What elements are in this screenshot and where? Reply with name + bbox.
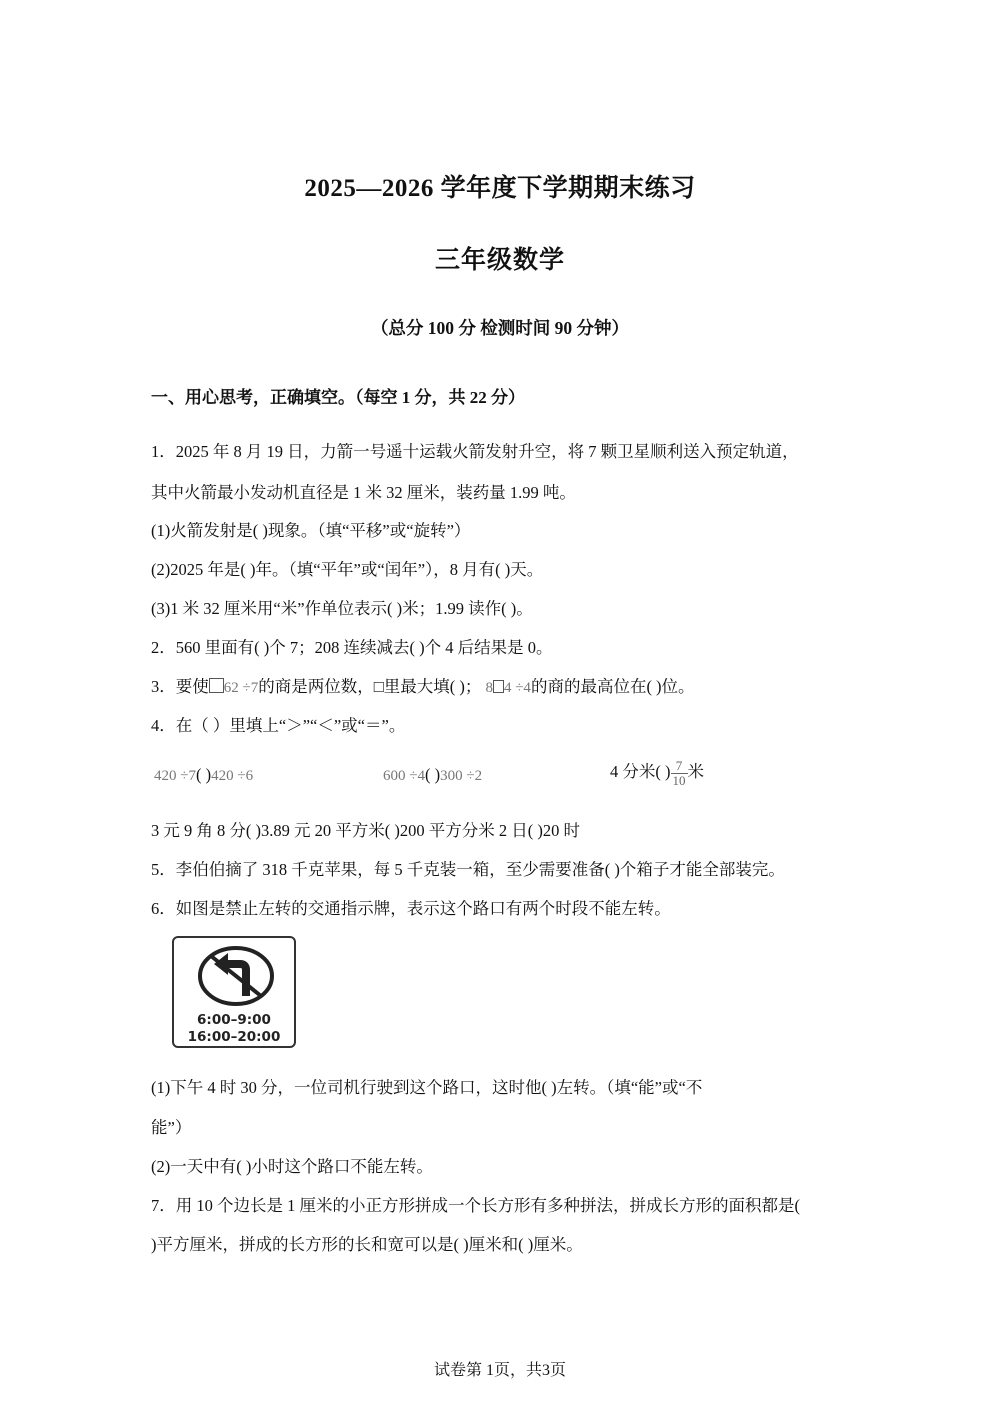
q3-suffix: 的商的最高位在( )位。 xyxy=(530,677,695,696)
no-left-turn-icon xyxy=(194,944,278,1008)
no-left-turn-sign xyxy=(172,936,296,1048)
q4-row2: 3 元 9 角 8 分( )3.89 元 20 平方米( )200 平方分米 2 日( )20 时 xyxy=(151,821,580,840)
q3-prefix: 3．要使 xyxy=(151,677,209,696)
q1-line1: 1．2025 年 8 月 19 日，力箭一号遥十运载火箭发射升空，将 7 颗卫星顺利送入预定轨道， xyxy=(151,442,799,461)
q3-mid: 的商是两位数，□里最大填( )； xyxy=(258,677,482,696)
q1-part3: (3)1 米 32 厘米用“米”作单位表示( )米；1.99 读作( )。 xyxy=(151,599,533,618)
exam-title: 2025—2026 学年度下学期期末练习 xyxy=(304,175,696,202)
q3-expr2-a: 8 xyxy=(485,680,493,696)
q3-text xyxy=(151,673,695,697)
q1-line2: 其中火箭最小发动机直径是 1 米 32 厘米，装药量 1.99 吨。 xyxy=(151,483,576,502)
exam-info: （总分 100 分 检测时间 90 分钟） xyxy=(370,318,630,338)
blank-box-icon xyxy=(493,680,504,693)
q7-line1: 7．用 10 个边长是 1 厘米的小正方形拼成一个长方形有多种拼法，拼成长方形的面积都是( xyxy=(151,1196,800,1215)
q6-text: 6．如图是禁止左转的交通指示牌，表示这个路口有两个时段不能左转。 xyxy=(151,899,671,918)
fraction-numerator: 7 xyxy=(675,757,683,773)
q2-text: 2．560 里面有( )个 7；208 连续减去( )个 4 后结果是 0。 xyxy=(151,638,553,657)
q3-expr2-b: 4 ÷4 xyxy=(503,680,531,696)
q4-c2-left: 600 ÷4 xyxy=(383,768,425,784)
q4-c2-blank: ( ) xyxy=(424,765,441,784)
q6-part2: (2)一天中有( )小时这个路口不能左转。 xyxy=(151,1157,433,1176)
q4-c1-blank: ( ) xyxy=(195,765,212,784)
q6-part1-line2: 能”） xyxy=(151,1118,192,1137)
q1-part1: (1)火箭发射是( )现象。（填“平移”或“旋转”） xyxy=(151,521,471,540)
q4-c2-right: 300 ÷2 xyxy=(440,768,483,784)
blank-box-icon xyxy=(209,678,224,693)
exam-subject: 三年级数学 xyxy=(434,247,565,274)
q4-c3-fraction xyxy=(671,759,688,788)
q4-c1-left: 420 ÷7 xyxy=(154,768,196,784)
q4-instruction: 4．在（ ）里填上“＞”“＜”或“＝”。 xyxy=(151,716,406,735)
page-footer: 试卷第 1页，共3页 xyxy=(433,1362,566,1379)
fraction-denominator: 10 xyxy=(672,772,686,788)
q4-compare-3 xyxy=(610,758,704,788)
q4-c3-unit: 米 xyxy=(687,762,704,781)
q4-c3-left: 4 分米( ) xyxy=(610,762,671,781)
q4-compare-1 xyxy=(154,765,253,785)
sign-time-1: 6:00–9:00 xyxy=(197,1012,271,1028)
q5-text: 5．李伯伯摘了 318 千克苹果，每 5 千克装一箱，至少需要准备( )个箱子才能全部装完。 xyxy=(151,860,785,879)
q1-part2: (2)2025 年是( )年。（填“平年”或“闰年”），8 月有( )天。 xyxy=(151,560,544,579)
sign-time-2: 16:00–20:00 xyxy=(187,1029,281,1045)
q3-expr1: 62 ÷7 xyxy=(223,680,259,696)
q6-part1-line1: (1)下午 4 时 30 分，一位司机行驶到这个路口，这时他( )左转。（填“能”或“不 xyxy=(151,1078,703,1097)
q4-compare-2 xyxy=(383,765,482,785)
q7-line2: )平方厘米，拼成的长方形的长和宽可以是( )厘米和( )厘米。 xyxy=(151,1235,583,1254)
q4-c1-right: 420 ÷6 xyxy=(211,768,254,784)
section-1-heading: 一、用心思考，正确填空。（每空 1 分，共 22 分） xyxy=(151,388,525,407)
